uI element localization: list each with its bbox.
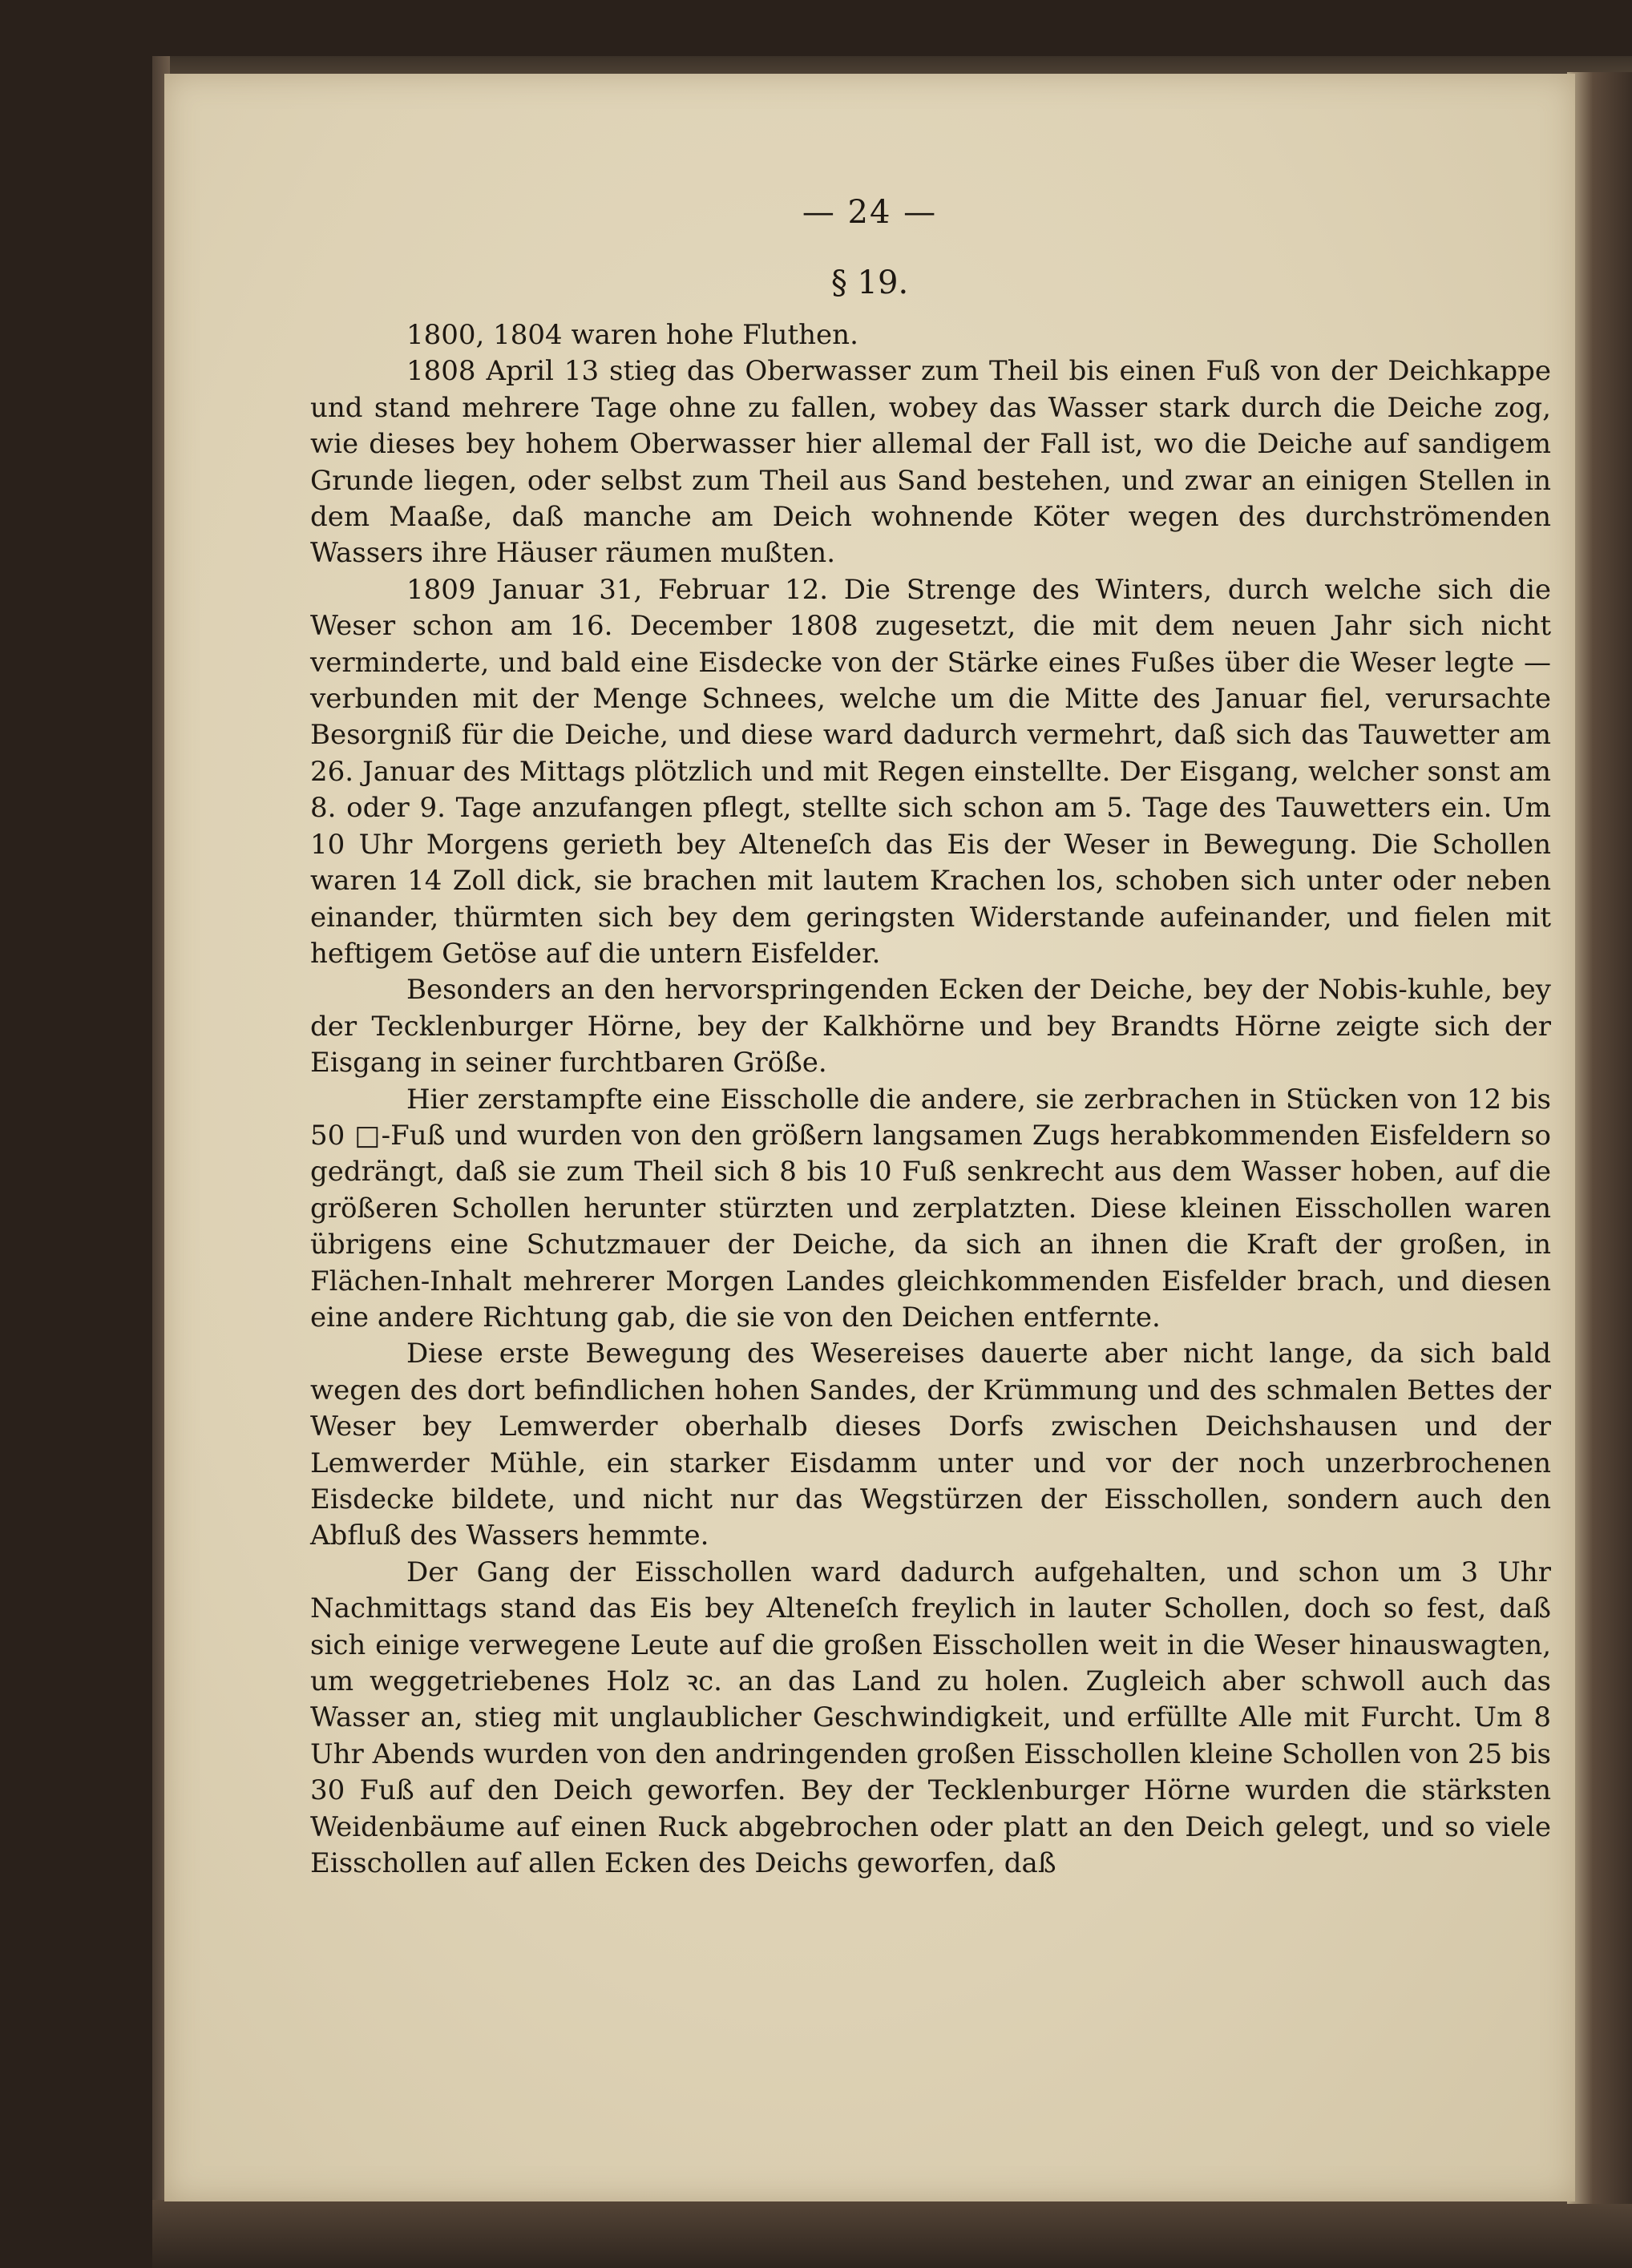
paragraph-6: Diese erste Bewegung des Wesereises dauerte aber nicht lange, da sich bald wegen des dort befindlichen hohen Sandes, der Krümmung und des schmalen Bettes der Weser bey Lemwerder oberhalb dieses Dorfs zwischen Deichshausen und der Lemwerder Mühle, ein starker Eisdamm unter und vor der noch unzerbrochenen Eisdecke bildete, und nicht nur das Wegstürzen der Eisschollen, sondern auch den Abfluß des Wassers hemmte. (310, 1338, 1551, 1552)
section-heading: § 19. (830, 264, 909, 301)
paragraph-7: Der Gang der Eisschollen ward dadurch aufgehalten, und schon um 3 Uhr Nachmittags stand das Eis bey Alteneſch freylich in lauter Schollen, doch so fest, daß sich einige verwegene Leute auf die großen Eisschollen weit in die Weser hinauswagten, um weggetriebenes Holz ꝛc. an das Land zu holen. Zugleich aber schwoll auch das Wasser an, stieg mit unglaublicher Geschwindigkeit, und erfüllte Alle mit Furcht. Um 8 Uhr Abends wurden von den andringenden großen Eisschollen kleine Schollen von 25 bis 30 Fuß auf den Deich geworfen. Bey der Tecklenburger Hörne wurden die stärksten Weidenbäume auf einen Ruck abgebrochen oder platt an den Deich gelegt, und so viele Eisschollen auf allen Ecken des Deichs geworfen, daß (310, 1556, 1551, 1880)
paragraph-5: Hier zerstampfte eine Eisscholle die andere, sie zerbrachen in Stücken von 12 bis 50 □-Fuß und wurden von den größern langsamen Zugs herabkommenden Eisfeldern so gedrängt, daß sie zum Theil sich 8 bis 10 Fuß senkrecht aus dem Wasser hoben, auf die größeren Schollen herunter stürzten und zerplatzten. Diese kleinen Eisschollen waren übrigens eine Schutzmauer der Deiche, da sich an ihnen die Kraft der großen, in Flächen-Inhalt mehrerer Morgen Landes gleichkommenden Eisfelder brach, und diesen eine andere Richtung gab, die sie von den Deichen entfernte. (310, 1083, 1551, 1334)
book-spine-right (1567, 72, 1632, 2204)
paragraph-2: 1808 April 13 stieg das Oberwasser zum Theil bis einen Fuß von der Deichkappe und stand mehrere Tage ohne zu fallen, wobey das Wasser stark durch die Deiche zog, wie dieses bey hohem Oberwasser hier allemal der Fall ist, wo die Deiche auf sandigem Grunde liegen, oder selbst zum Theil aus Sand bestehen, und zwar an einigen Stellen in dem Maaße, daß manche am Deich wohnende Köter wegen des durchströmenden Wassers ihre Häuser räumen mußten. (310, 355, 1551, 570)
paragraph-3: 1809 Januar 31, Februar 12. Die Strenge des Winters, durch welche sich die Weser schon am 16. December 1808 zugesetzt, die mit dem neuen Jahr sich nicht verminderte, und bald eine Eisdecke von der Stärke eines Fußes über die Weser legte — verbunden mit der Menge Schnees, welche um die Mitte des Januar fiel, verursachte Besorgniß für die Deiche, und diese ward dadurch vermehrt, daß sich das Tauwetter am 26. Januar des Mittags plötzlich und mit Regen einstellte. Der Eisgang, welcher sonst am 8. oder 9. Tage anzufangen pflegt, stellte sich schon am 5. Tage des Tauwetters ein. Um 10 Uhr Morgens gerieth bey Alteneſch das Eis der Weser in Bewegung. Die Schollen waren 14 Zoll dick, sie brachen mit lautem Krachen los, schoben sich unter oder neben einander, thürmten sich bey dem geringsten Widerstande aufeinander, und fielen mit heftigem Getöse auf die untern Eisfelder. (310, 573, 1551, 970)
book-page (164, 74, 1575, 2201)
body-text (310, 317, 1551, 1882)
page-number-header: — 24 — (802, 194, 938, 231)
paragraph-4: Besonders an den hervorspringenden Ecken der Deiche, bey der Nobis-kuhle, bey der Tecklenburger Hörne, bey der Kalkhörne und bey Brandts Hörne zeigte sich der Eisgang in seiner furchtbaren Größe. (310, 974, 1551, 1080)
book-cover-bottom (152, 2200, 1632, 2268)
paragraph-1: 1800, 1804 waren hohe Fluthen. (406, 319, 858, 351)
